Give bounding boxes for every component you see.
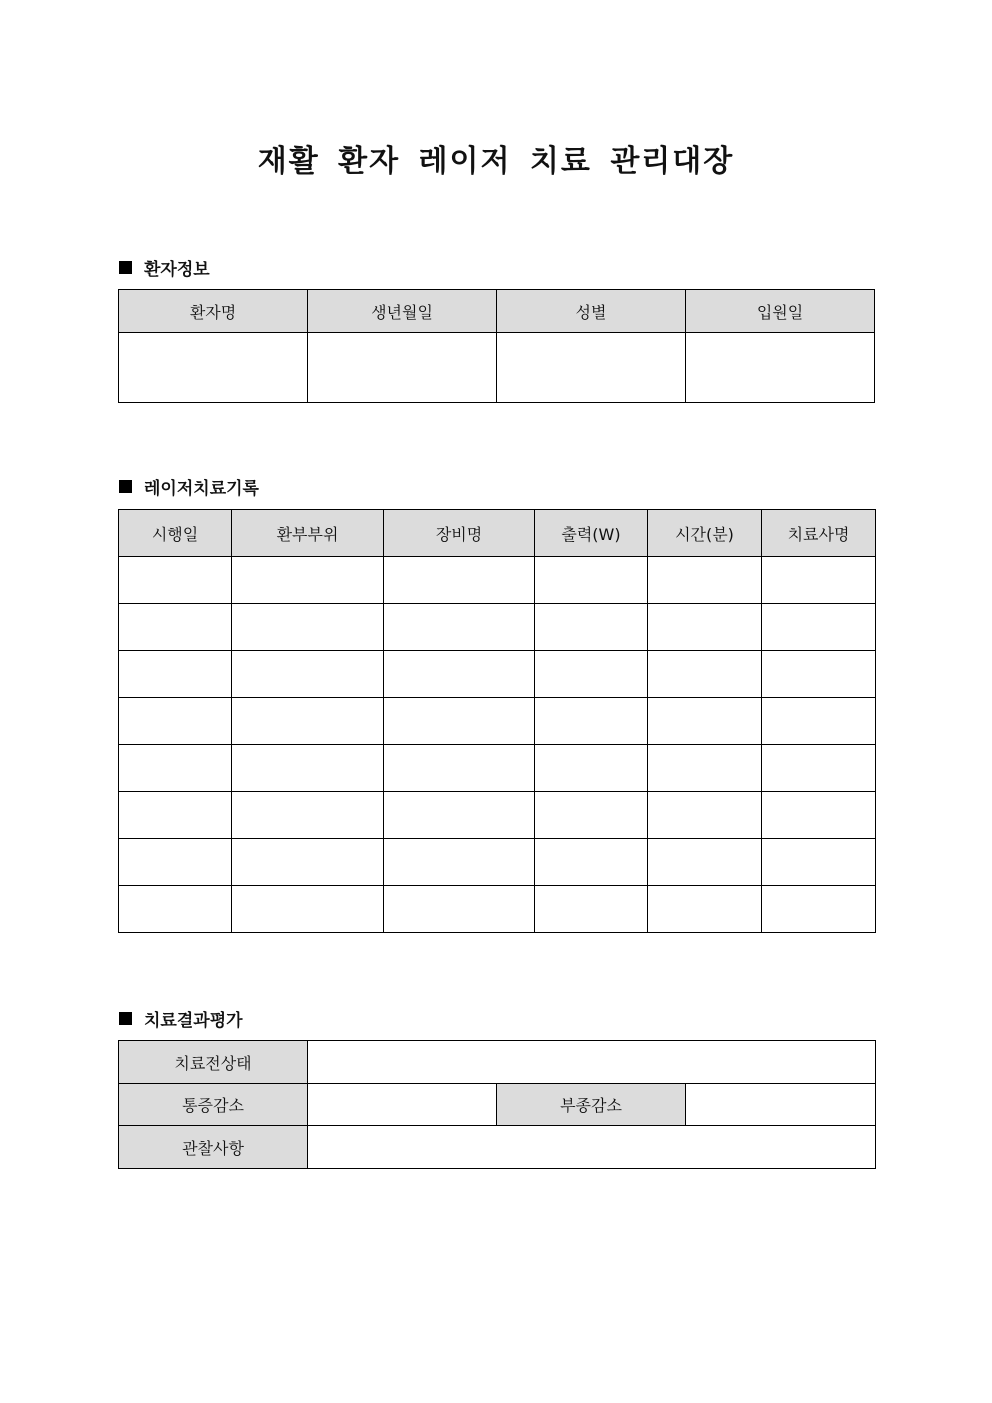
table-cell[interactable] bbox=[762, 698, 876, 745]
table-cell[interactable] bbox=[119, 604, 232, 651]
table-header-row bbox=[119, 510, 876, 557]
table-cell[interactable] bbox=[384, 839, 535, 886]
table-cell[interactable] bbox=[762, 886, 876, 933]
table-cell[interactable] bbox=[762, 651, 876, 698]
table-cell[interactable] bbox=[535, 792, 648, 839]
table-row bbox=[119, 1084, 876, 1126]
table-cell[interactable] bbox=[232, 792, 384, 839]
table-cell[interactable] bbox=[232, 886, 384, 933]
table-row bbox=[119, 557, 876, 604]
observations-label: 관찰사항 bbox=[119, 1126, 308, 1169]
gender-cell[interactable] bbox=[497, 333, 686, 403]
table-cell[interactable] bbox=[535, 839, 648, 886]
square-bullet-icon bbox=[119, 480, 132, 493]
table-cell[interactable] bbox=[648, 792, 762, 839]
table-cell[interactable] bbox=[232, 651, 384, 698]
section-heading-patient-info bbox=[119, 255, 210, 280]
observations-cell[interactable] bbox=[308, 1126, 876, 1169]
header-cell: 출력(W) bbox=[535, 510, 648, 557]
table-cell[interactable] bbox=[535, 698, 648, 745]
table-row bbox=[119, 886, 876, 933]
section-label: 레이저치료기록 bbox=[144, 479, 259, 499]
table-cell[interactable] bbox=[648, 557, 762, 604]
table-cell[interactable] bbox=[384, 792, 535, 839]
table-row bbox=[119, 698, 876, 745]
square-bullet-icon bbox=[119, 261, 132, 274]
table-row bbox=[119, 745, 876, 792]
table-cell[interactable] bbox=[232, 557, 384, 604]
patient-name-cell[interactable] bbox=[119, 333, 308, 403]
header-cell: 시행일 bbox=[119, 510, 232, 557]
table-row bbox=[119, 1126, 876, 1169]
header-cell: 장비명 bbox=[384, 510, 535, 557]
table-cell[interactable] bbox=[384, 557, 535, 604]
table-cell[interactable] bbox=[648, 604, 762, 651]
header-cell: 환부부위 bbox=[232, 510, 384, 557]
table-row bbox=[119, 792, 876, 839]
table-row bbox=[119, 604, 876, 651]
table-cell[interactable] bbox=[648, 745, 762, 792]
header-cell: 입원일 bbox=[686, 290, 875, 333]
table-cell[interactable] bbox=[232, 698, 384, 745]
section-heading-evaluation bbox=[119, 1006, 243, 1031]
table-cell[interactable] bbox=[119, 745, 232, 792]
square-bullet-icon bbox=[119, 1012, 132, 1025]
header-cell: 성별 bbox=[497, 290, 686, 333]
table-cell[interactable] bbox=[762, 557, 876, 604]
evaluation-table bbox=[118, 1040, 876, 1169]
table-cell[interactable] bbox=[762, 745, 876, 792]
table-cell[interactable] bbox=[119, 839, 232, 886]
table-cell[interactable] bbox=[384, 698, 535, 745]
table-cell[interactable] bbox=[535, 886, 648, 933]
table-header-row bbox=[119, 290, 875, 333]
header-cell: 생년월일 bbox=[308, 290, 497, 333]
table-cell[interactable] bbox=[648, 886, 762, 933]
table-cell[interactable] bbox=[119, 886, 232, 933]
section-label: 환자정보 bbox=[144, 260, 210, 280]
table-cell[interactable] bbox=[232, 604, 384, 651]
table-cell[interactable] bbox=[648, 839, 762, 886]
pre-state-cell[interactable] bbox=[308, 1041, 876, 1084]
table-cell[interactable] bbox=[119, 792, 232, 839]
table-cell[interactable] bbox=[535, 604, 648, 651]
table-cell[interactable] bbox=[648, 698, 762, 745]
table-cell[interactable] bbox=[232, 839, 384, 886]
pain-reduction-label: 통증감소 bbox=[119, 1084, 308, 1126]
table-cell[interactable] bbox=[119, 698, 232, 745]
header-cell: 치료사명 bbox=[762, 510, 876, 557]
table-cell[interactable] bbox=[762, 604, 876, 651]
table-cell[interactable] bbox=[119, 557, 232, 604]
table-cell[interactable] bbox=[384, 745, 535, 792]
table-cell[interactable] bbox=[384, 604, 535, 651]
swelling-reduction-cell[interactable] bbox=[686, 1084, 876, 1126]
table-cell[interactable] bbox=[762, 839, 876, 886]
document-title: 재활 환자 레이저 치료 관리대장 bbox=[257, 144, 735, 179]
section-heading-laser-record bbox=[119, 474, 259, 499]
birthdate-cell[interactable] bbox=[308, 333, 497, 403]
table-cell[interactable] bbox=[535, 557, 648, 604]
table-cell[interactable] bbox=[384, 651, 535, 698]
pain-reduction-cell[interactable] bbox=[308, 1084, 497, 1126]
table-cell[interactable] bbox=[648, 651, 762, 698]
table-cell[interactable] bbox=[535, 745, 648, 792]
table-row bbox=[119, 839, 876, 886]
section-label: 치료결과평가 bbox=[144, 1011, 243, 1031]
table-cell[interactable] bbox=[762, 792, 876, 839]
laser-record-table bbox=[118, 509, 876, 933]
patient-info-table bbox=[118, 289, 875, 403]
header-cell: 시간(분) bbox=[648, 510, 762, 557]
pre-state-label: 치료전상태 bbox=[119, 1041, 308, 1084]
header-cell: 환자명 bbox=[119, 290, 308, 333]
table-cell[interactable] bbox=[232, 745, 384, 792]
table-row bbox=[119, 333, 875, 403]
table-row bbox=[119, 1041, 876, 1084]
admission-date-cell[interactable] bbox=[686, 333, 875, 403]
table-row bbox=[119, 651, 876, 698]
table-cell[interactable] bbox=[119, 651, 232, 698]
table-cell[interactable] bbox=[535, 651, 648, 698]
swelling-reduction-label: 부종감소 bbox=[497, 1084, 686, 1126]
table-cell[interactable] bbox=[384, 886, 535, 933]
